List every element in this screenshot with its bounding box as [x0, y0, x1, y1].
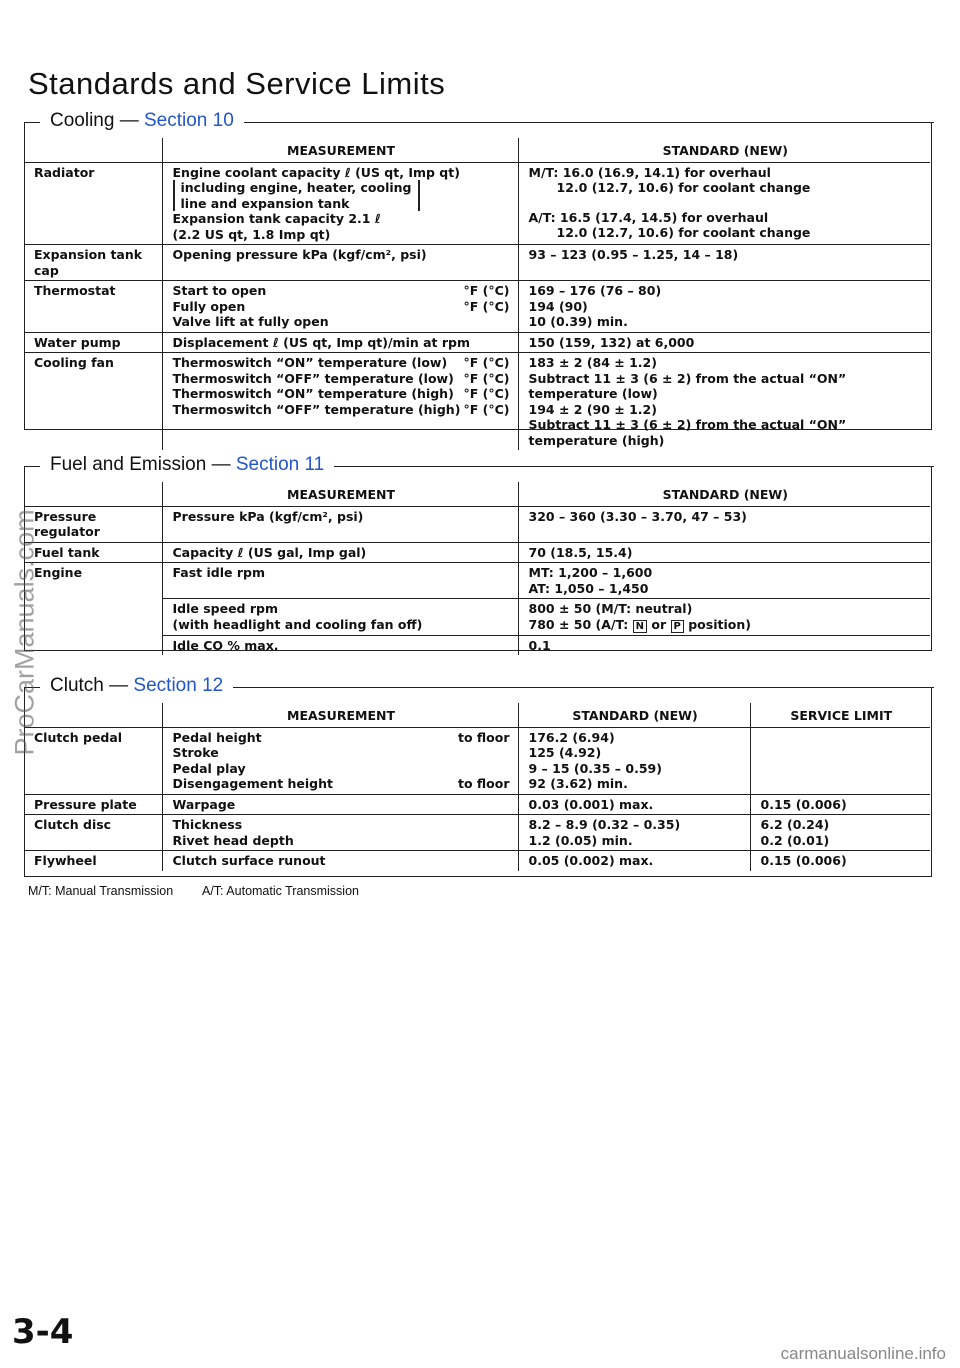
measurement-header: MEASUREMENT — [162, 703, 518, 727]
measure-text: Start to open — [172, 283, 267, 298]
standard-text: 150 (159, 132) at 6,000 — [518, 332, 930, 353]
table-row — [24, 851, 930, 871]
unit-text: °F (°C) — [463, 370, 510, 386]
fuel-section-link[interactable]: Section 11 — [235, 454, 325, 475]
standard-text: A/T: 16.5 (17.4, 14.5) for overhaul — [528, 209, 769, 225]
limit-text: 0.2 (0.01) — [760, 832, 830, 848]
unit-text: °F (°C) — [463, 283, 510, 298]
table-row — [24, 815, 930, 851]
dash: — — [119, 110, 139, 131]
standard-text: 0.05 (0.002) max. — [518, 851, 750, 871]
item-label: Fuel tank — [24, 542, 162, 563]
measure-text: Fast idle rpm — [162, 563, 518, 599]
standard-text: 800 ± 50 (M/T: neutral) — [528, 601, 693, 616]
measure-text: Valve lift at fully open — [172, 314, 329, 329]
standard-header: STANDARD (NEW) — [662, 143, 788, 158]
standard-text: Subtract 11 ± 3 (6 ± 2) from the actual “ON” temperature (high) — [528, 417, 847, 448]
measure-text: Disengagement height — [172, 776, 333, 791]
measure-text: Idle CO % max. — [162, 635, 518, 655]
clutch-heading: Clutch — [50, 675, 104, 696]
item-label: Radiator — [24, 162, 162, 245]
clutch-section-link[interactable]: Section 12 — [133, 675, 224, 696]
item-label: Pressure plate — [24, 794, 162, 815]
cooling-section-link[interactable]: Section 10 — [144, 110, 234, 131]
item-label: Clutch disc — [24, 815, 162, 851]
measure-text: Engine coolant capacity ℓ (US qt, Imp qt) — [172, 164, 460, 180]
limit-text: 6.2 (0.24) — [760, 817, 830, 832]
standard-header: STANDARD (NEW) — [572, 708, 698, 723]
table-row — [24, 353, 930, 451]
standard-text: 8.2 – 8.9 (0.32 – 0.35) — [528, 817, 681, 832]
standard-text: Subtract 11 ± 3 (6 ± 2) from the actual “ON” temperature (low) — [528, 370, 847, 401]
measure-text: line and expansion tank — [180, 195, 350, 211]
measurement-header: MEASUREMENT — [162, 138, 518, 162]
standard-text: 10 (0.39) min. — [528, 314, 628, 329]
standard-text: 194 (90) — [528, 298, 588, 314]
item-label: Pressure regulator — [24, 506, 162, 542]
measure-text: Idle speed rpm — [172, 601, 278, 616]
measure-text: Pedal height — [172, 729, 262, 745]
park-position-box: P — [671, 620, 684, 633]
footnote-at: A/T: Automatic Transmission — [201, 884, 359, 898]
measure-text: Thermoswitch “ON” temperature (high) — [172, 386, 454, 401]
item-label: Flywheel — [24, 851, 162, 871]
standard-text: 780 ± 50 (A/T: — [528, 616, 629, 632]
standard-text: or — [651, 616, 667, 632]
table-row — [24, 506, 930, 542]
table-row — [24, 245, 930, 281]
standard-text: MT: 1,200 – 1,600 — [528, 565, 653, 580]
measure-text: Expansion tank capacity 2.1 ℓ — [172, 211, 381, 226]
item-label: Clutch pedal — [24, 727, 162, 794]
measure-text: Rivet head depth — [172, 832, 294, 848]
unit-text: to floor — [457, 729, 510, 745]
dash: — — [109, 675, 129, 696]
standard-text: 169 – 176 (76 – 80) — [528, 283, 662, 298]
item-label: Water pump — [24, 332, 162, 353]
measure-text: Fully open — [172, 298, 246, 314]
standard-text: 1.2 (0.05) min. — [528, 832, 633, 848]
watermark: ProCarManuals.com — [9, 509, 40, 756]
table-row — [24, 542, 930, 563]
measure-text: (2.2 US qt, 1.8 Imp qt) — [172, 226, 331, 242]
unit-text: °F (°C) — [463, 298, 510, 314]
measure-text: Thickness — [172, 817, 243, 832]
standard-text: 320 – 360 (3.30 – 3.70, 47 – 53) — [518, 506, 930, 542]
table-row — [24, 794, 930, 815]
standard-text: 0.1 — [518, 635, 930, 655]
measure-text: Thermoswitch “OFF” temperature (high) — [172, 401, 461, 417]
measure-text: Opening pressure kPa (kgf/cm², psi) — [162, 245, 518, 281]
measure-text: Warpage — [162, 794, 518, 815]
standard-text: 12.0 (12.7, 10.6) for coolant change — [556, 180, 811, 195]
measure-text: Pedal play — [172, 760, 246, 776]
footnote-mt: M/T: Manual Transmission — [28, 884, 174, 898]
fuel-heading: Fuel and Emission — [50, 454, 207, 475]
footnote — [28, 884, 385, 898]
neutral-position-box: N — [633, 620, 647, 633]
service-limit-header: SERVICE LIMIT — [750, 703, 930, 727]
standard-text — [529, 617, 923, 633]
measure-text: Pressure kPa (kgf/cm², psi) — [162, 506, 518, 542]
measure-text: including engine, heater, cooling — [180, 180, 412, 195]
unit-text: °F (°C) — [463, 386, 510, 401]
measure-text: (with headlight and cooling fan off) — [172, 616, 423, 632]
measure-text: Capacity ℓ (US gal, Imp gal) — [162, 542, 518, 563]
standard-header: STANDARD (NEW) — [662, 487, 788, 502]
fuel-table — [24, 482, 930, 655]
standard-text: 93 – 123 (0.95 – 1.25, 14 – 18) — [518, 245, 930, 281]
standard-text: 70 (18.5, 15.4) — [518, 542, 930, 563]
measure-text: Clutch surface runout — [162, 851, 518, 871]
unit-text: °F (°C) — [463, 355, 510, 370]
table-row — [24, 281, 930, 333]
standard-text: 176.2 (6.94) — [528, 729, 615, 745]
unit-text: °F (°C) — [463, 401, 510, 417]
limit-text: 0.15 (0.006) — [750, 794, 930, 815]
standard-text: AT: 1,050 – 1,450 — [528, 580, 649, 596]
standard-text: 9 – 15 (0.35 – 0.59) — [528, 760, 662, 776]
standard-text: 0.03 (0.001) max. — [518, 794, 750, 815]
standard-text: 125 (4.92) — [528, 745, 602, 760]
page-title: Standards and Service Limits — [28, 66, 446, 101]
item-label: Engine — [24, 563, 162, 656]
standard-text: position) — [688, 616, 751, 632]
standard-text: 183 ± 2 (84 ± 1.2) — [528, 355, 657, 370]
measure-text: Displacement ℓ (US qt, Imp qt)/min at rpm — [162, 332, 518, 353]
table-row — [24, 727, 930, 794]
site-watermark: carmanualsonline.info — [780, 1344, 946, 1363]
table-row — [24, 332, 930, 353]
limit-text: 0.15 (0.006) — [750, 851, 930, 871]
measure-text: Stroke — [172, 745, 219, 760]
unit-text: to floor — [457, 776, 510, 791]
item-label: Expansion tank cap — [24, 245, 162, 281]
page-number: 3-4 — [12, 1312, 74, 1352]
item-label: Cooling fan — [24, 353, 162, 451]
table-row — [24, 563, 930, 599]
measure-text: Thermoswitch “ON” temperature (low) — [172, 355, 448, 370]
standard-text: 92 (3.62) min. — [528, 776, 628, 791]
standard-text: 12.0 (12.7, 10.6) for coolant change — [556, 225, 811, 240]
standard-text: 194 ± 2 (90 ± 1.2) — [528, 401, 657, 417]
dash: — — [211, 454, 231, 475]
item-label: Thermostat — [24, 281, 162, 333]
clutch-table — [24, 703, 930, 871]
standard-text: M/T: 16.0 (16.9, 14.1) for overhaul — [528, 164, 771, 180]
measure-text: Thermoswitch “OFF” temperature (low) — [172, 370, 454, 386]
measurement-header: MEASUREMENT — [162, 482, 518, 506]
cooling-heading: Cooling — [50, 110, 115, 131]
cooling-table — [24, 138, 930, 450]
table-row — [24, 162, 930, 245]
